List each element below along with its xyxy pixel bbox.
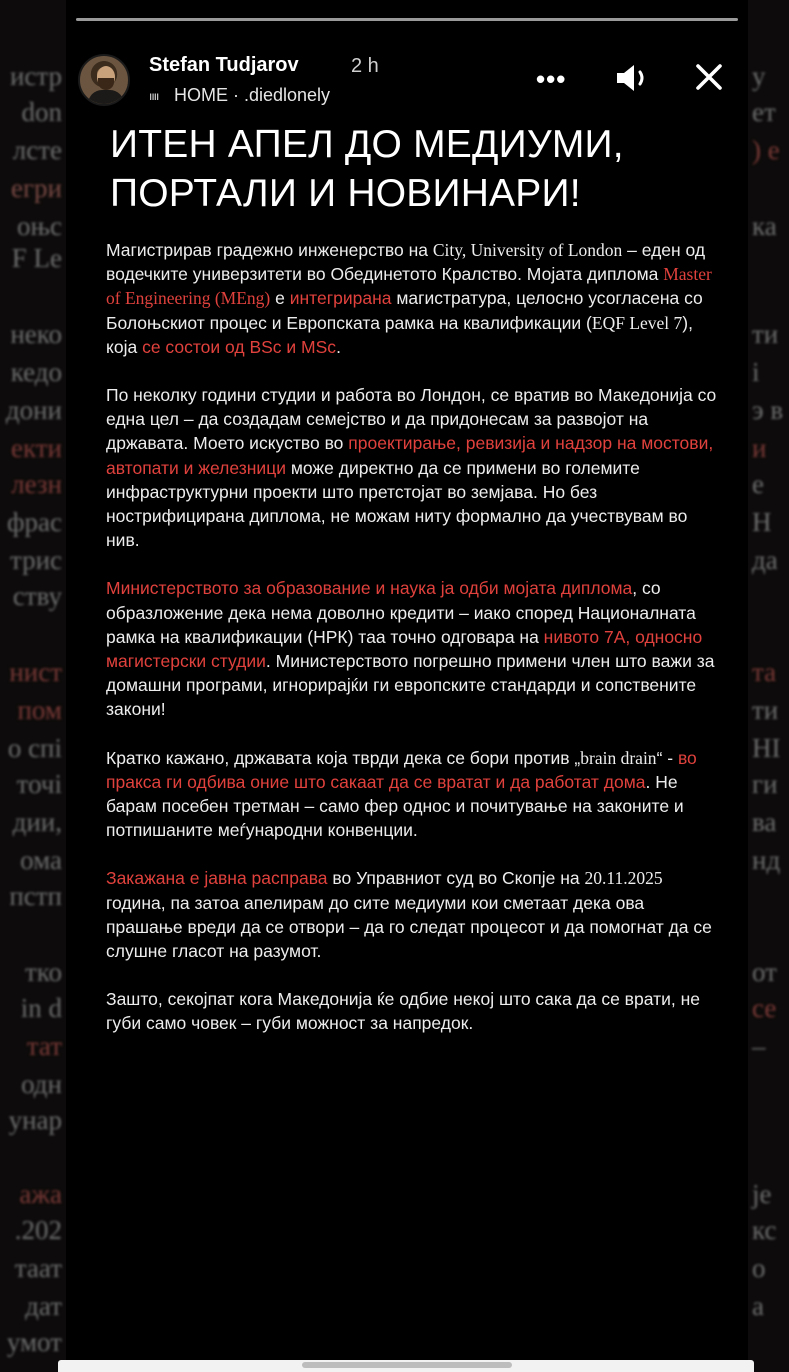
- text-segment: brain drain: [580, 747, 657, 768]
- story-viewer: [66, 0, 748, 1362]
- background-word: се: [752, 993, 777, 1023]
- paragraph: [106, 866, 718, 963]
- background-word: ет: [752, 97, 776, 127]
- background-word: .202: [14, 1215, 62, 1245]
- text-segment: 20.11.2025: [584, 868, 663, 889]
- background-word: кедо: [10, 357, 62, 387]
- background-word: унар: [8, 1105, 62, 1135]
- home-indicator: [302, 1362, 512, 1368]
- more-horizontal-icon[interactable]: •••: [536, 64, 567, 94]
- background-word: э в: [752, 395, 784, 425]
- background-word: точі: [16, 769, 62, 799]
- highlighted-text: нивото 7А, односно магистерски студии: [106, 626, 703, 672]
- background-word: дии,: [12, 807, 62, 837]
- background-word: таат: [14, 1253, 62, 1283]
- background-word: одн: [21, 1069, 62, 1099]
- background-word: неко: [10, 319, 62, 349]
- background-word: ома: [20, 845, 62, 875]
- highlighted-text: се состои од BSc и MSc: [142, 336, 337, 357]
- text-segment: . Министерството погрешно примени член што важи за домашни програми, игнорирајќи ги европските стандарди и сопствените закони!: [106, 651, 715, 720]
- paragraph: [106, 746, 718, 843]
- background-word: don: [21, 97, 62, 127]
- highlighted-text: Master of Engineering (MEng): [106, 264, 712, 309]
- text-segment: во Управниот суд во Скопје на: [327, 868, 585, 889]
- background-word: тат: [26, 1031, 62, 1061]
- highlighted-text: Закажана е јавна расправа: [106, 868, 328, 889]
- background-word: пом: [17, 695, 62, 725]
- text-segment: EQF Level 7: [591, 312, 683, 333]
- close-icon[interactable]: [692, 60, 726, 94]
- highlighted-text: проектирање, ревизија и надзор на мостови, автопати и железници: [106, 433, 714, 478]
- username[interactable]: Stefan Tudjarov: [149, 54, 299, 76]
- background-word: дони: [5, 395, 62, 425]
- text-segment: Магистрирав градежно инженерство на: [106, 240, 433, 260]
- music-bars-icon: ıııı: [149, 89, 159, 103]
- background-word: тко: [24, 957, 62, 987]
- post-time: 2 h: [351, 55, 379, 77]
- background-word: трис: [9, 545, 62, 575]
- text-segment: По неколку години студии и работа во Лондон, се вратив во Македонија со една цел – да создадам семејство и да придонесам за развојот на државата. Моето искуство во: [106, 385, 717, 454]
- background-word: Н: [752, 507, 772, 537]
- background-word: оњс: [16, 211, 62, 241]
- background-word: е: [752, 469, 764, 499]
- blurred-background-right: [748, 0, 789, 1372]
- background-word: ка: [752, 211, 777, 241]
- background-word: кс: [752, 1215, 777, 1245]
- text-segment: – еден од водечките универзитети во Обединетото Кралство. Мојата диплома: [106, 240, 706, 285]
- story-progress-bar: [76, 18, 738, 21]
- background-word: егри: [10, 173, 62, 203]
- background-word: нист: [9, 657, 62, 687]
- music-label[interactable]: HOME · .diedlonely: [174, 85, 331, 105]
- background-word: і: [752, 357, 760, 387]
- background-word: лсте: [12, 135, 62, 165]
- background-word: умот: [6, 1327, 62, 1357]
- background-word: ти: [752, 319, 779, 349]
- background-word: а: [752, 1291, 764, 1321]
- background-word: ажа: [19, 1179, 62, 1209]
- text-segment: ), која: [106, 312, 693, 357]
- highlighted-text: во пракса ги одбива оние што сакаат да се вратат и да работат дома: [106, 747, 697, 792]
- background-word: –: [752, 1031, 766, 1061]
- paragraph: [106, 383, 718, 552]
- background-word: НІ: [752, 733, 781, 763]
- background-word: да: [752, 545, 778, 575]
- text-segment: година, па затоа апелирам до сите медиуми кои сметаат дека ова прашање вреди да се отвори – да го следат процесот и да помогнат да се слушне гласот на разумот.: [106, 892, 712, 962]
- background-word: нд: [752, 845, 781, 875]
- text-segment: магистратура, целосно усогласена со Болоњскиот процес и Европската рамка на квалификации (: [106, 288, 703, 333]
- avatar[interactable]: [78, 54, 130, 106]
- text-segment: , со образложение дека нема доволно кредити – иако според Националната рамка на квалификации (НРК) таа точно одговара на: [106, 578, 696, 647]
- paragraph: [106, 987, 718, 1035]
- post-body: [106, 238, 718, 1060]
- text-segment: Зашто, секојпат кога Македонија ќе одбие некој што сака да се врати, не губи само човек – губи можност за напредок.: [106, 989, 700, 1034]
- background-word: F Le: [11, 243, 62, 273]
- background-word: ) е: [752, 135, 780, 165]
- background-word: дат: [25, 1291, 62, 1321]
- background-word: фрас: [7, 507, 62, 537]
- text-segment: . Не барам посебен третман – само фер однос и почитување на законите и потпишаните меѓународни конвенции.: [106, 771, 684, 841]
- speaker-icon[interactable]: [615, 62, 651, 94]
- highlighted-text: Министерството за образование и наука ја одби мојата диплома: [106, 578, 633, 599]
- text-segment: може директно да се примени во големите инфраструктурни проекти што претстојат во земјава. Но без нострифицирана диплома, не можам ниту формално да учествувам во нив.: [106, 457, 688, 551]
- background-word: истр: [9, 61, 62, 91]
- background-word: ти: [752, 695, 779, 725]
- background-word: екти: [11, 433, 62, 463]
- text-segment: Кратко кажано, државата која тврди дека се бори против „: [106, 747, 581, 768]
- text-segment: е: [270, 288, 290, 309]
- background-word: пстп: [9, 881, 62, 911]
- blurred-background-left: [0, 0, 66, 1372]
- background-word: от: [752, 957, 777, 987]
- background-word: ва: [752, 807, 777, 837]
- paragraph: [106, 238, 718, 359]
- headline: ИТЕН АПЕЛ ДО МЕДИУМИ, ПОРТАЛИ И НОВИНАРИ!: [110, 123, 624, 215]
- background-word: је: [752, 1179, 772, 1209]
- background-word: и: [752, 433, 767, 463]
- text-segment: “ -: [656, 747, 678, 768]
- background-word: лезн: [11, 469, 62, 499]
- text-segment: .: [336, 336, 341, 357]
- background-word: ству: [12, 581, 62, 611]
- highlighted-text: интегрирана: [289, 288, 392, 309]
- background-word: о: [752, 1253, 766, 1283]
- background-word: in d: [20, 993, 62, 1023]
- text-segment: City, University of London: [432, 240, 623, 260]
- background-word: ги: [752, 769, 778, 799]
- background-word: та: [752, 657, 777, 687]
- paragraph: [106, 576, 718, 721]
- background-word: у: [752, 61, 766, 91]
- background-word: о спі: [7, 733, 62, 763]
